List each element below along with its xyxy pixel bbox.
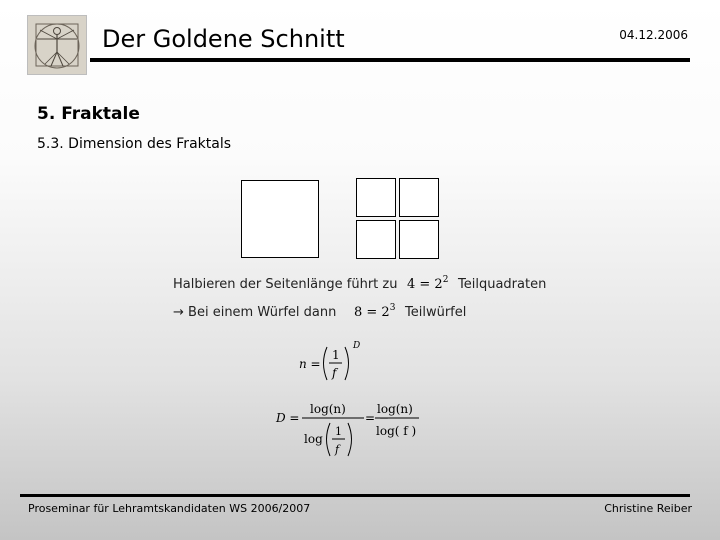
subsection-heading: 5.3. Dimension des Fraktals <box>37 136 232 152</box>
formula-four-equals-two-squared <box>407 275 448 292</box>
left-paren <box>324 347 328 380</box>
subsquares-text: Teilquadraten <box>458 277 547 292</box>
halving-text: Halbieren der Seitenlänge führt zu <box>173 277 398 292</box>
sub-square <box>399 178 439 217</box>
sub-square <box>399 220 439 259</box>
footer-author: Christine Reiber <box>604 502 692 515</box>
formula-denominator: log( f ) <box>376 424 417 438</box>
formula-exponent: 2 <box>442 275 449 285</box>
footer-course: Proseminar für Lehramtskandidaten WS 2006/2007 <box>28 502 311 515</box>
slide-date: 04.12.2006 <box>619 28 688 42</box>
sub-square <box>356 220 396 259</box>
formula-eight-equals-two-cubed <box>354 303 395 320</box>
footer-rule <box>20 494 690 497</box>
formula-numerator: log(n) <box>377 402 413 416</box>
subcubes-text: Teilwürfel <box>405 305 467 320</box>
inner-numerator: 1 <box>335 425 342 438</box>
formula-dimension-d <box>274 398 424 464</box>
formula-lhs: n = <box>299 357 321 371</box>
inner-denominator: f <box>335 443 340 456</box>
full-square <box>241 180 319 258</box>
section-heading: 5. Fraktale <box>37 104 140 124</box>
header-rule <box>90 58 690 62</box>
subdivided-square <box>356 178 440 260</box>
cube-text: Bei einem Würfel dann <box>188 305 337 320</box>
formula-exponent: 3 <box>389 303 396 313</box>
formula-log: log <box>304 432 323 446</box>
vitruvian-man-icon <box>27 15 87 75</box>
slide-title: Der Goldene Schnitt <box>102 25 345 53</box>
formula-base: 4 = 2 <box>407 277 443 292</box>
formula-lhs: D = <box>276 411 300 425</box>
formula-base: 8 = 2 <box>354 305 390 320</box>
formula-numerator: log(n) <box>310 402 346 416</box>
left-paren <box>327 423 331 456</box>
cube-line <box>173 305 336 320</box>
formula-n-equals-inverse-f-power-d <box>296 338 366 388</box>
formula-numerator: 1 <box>332 348 340 362</box>
right-paren <box>348 423 352 456</box>
sub-square <box>356 178 396 217</box>
formula-denominator: f <box>332 366 337 380</box>
right-paren <box>345 347 349 380</box>
formula-equals-minus: = − <box>365 411 389 425</box>
arrow-icon: → <box>173 305 184 320</box>
formula-exponent: D <box>353 341 361 351</box>
